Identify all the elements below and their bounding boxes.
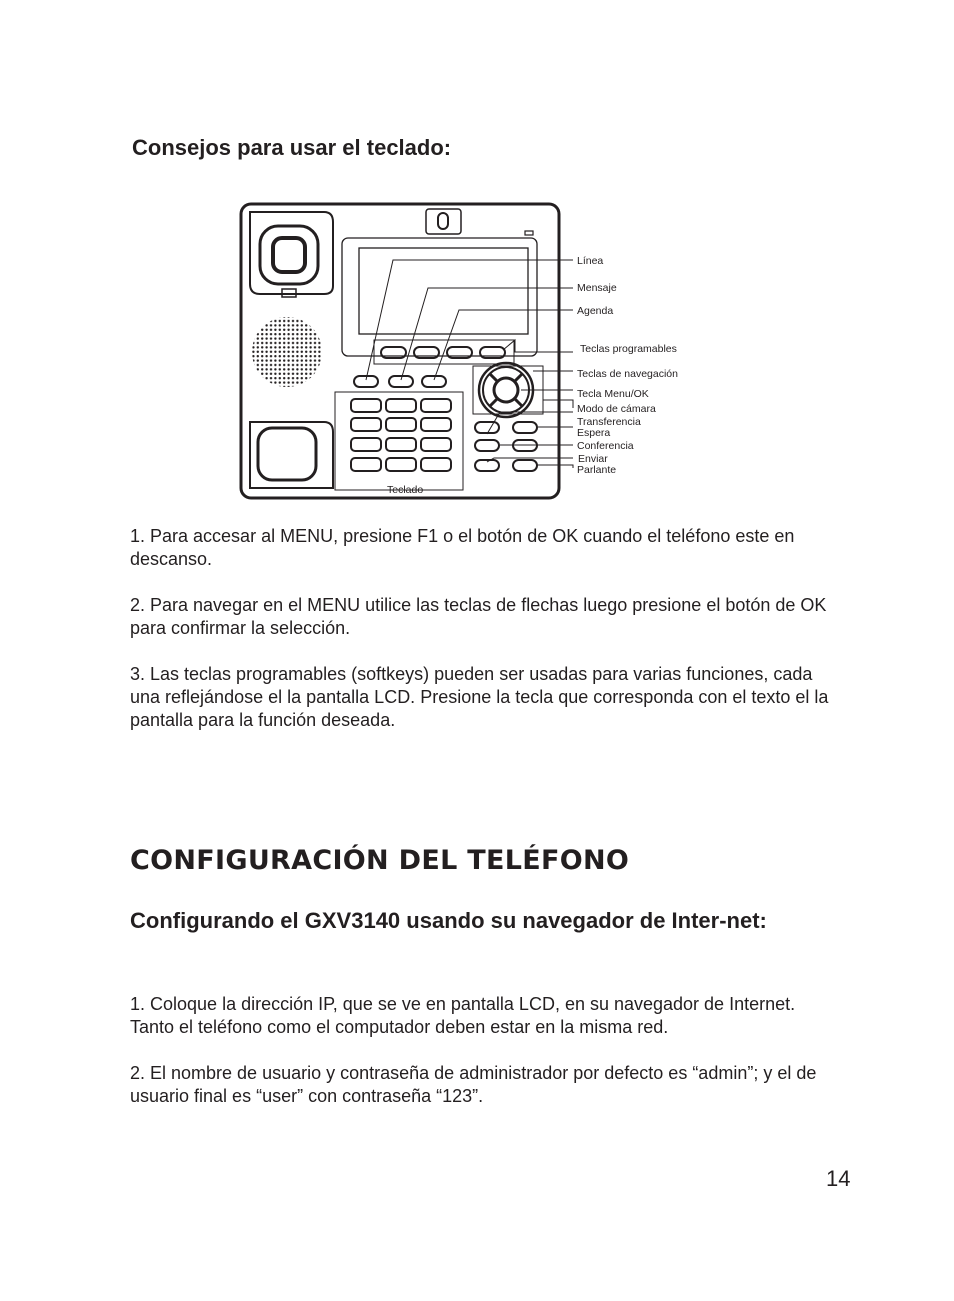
label-parlante: Parlante (577, 464, 617, 476)
label-teclas-navegacion: Teclas de navegación (577, 368, 678, 380)
configuration-title: CONFIGURACIÓN DEL TELÉFONO (130, 845, 630, 876)
tip-paragraph-1: 1. Para accesar al MENU, presione F1 o el botón de OK cuando el teléfono este en descanso. (130, 526, 795, 569)
config-paragraph-1: 1. Coloque la dirección IP, que se ve en pantalla LCD, en su navegador de Internet. Tanto el teléfono como el computador deben estar en la misma red. (130, 994, 796, 1037)
label-espera: Espera (577, 427, 611, 439)
label-modo-camara: Modo de cámara (577, 403, 656, 415)
label-agenda: Agenda (577, 305, 614, 317)
configuration-subheading: Configurando el GXV3140 usando su navegador de Inter-net: (130, 908, 767, 933)
page-number: 14 (826, 1166, 851, 1191)
label-mensaje: Mensaje (577, 282, 617, 294)
label-linea: Línea (577, 255, 604, 267)
phone-body (241, 204, 559, 498)
tip-paragraph-2: 2. Para navegar en el MENU utilice las teclas de flechas luego presione el botón de OK para confirmar la selección. (130, 595, 827, 638)
label-teclado: Teclado (387, 484, 424, 496)
label-transferencia: Transferencia (577, 416, 641, 428)
label-tecla-menu-ok: Tecla Menu/OK (577, 388, 649, 400)
label-teclas-programables: Teclas programables (580, 343, 677, 355)
label-conferencia: Conferencia (577, 440, 634, 452)
phone-keypad-diagram (238, 200, 688, 500)
keypad-tips-heading: Consejos para usar el teclado: (132, 135, 452, 160)
tip-paragraph-3: 3. Las teclas programables (softkeys) pueden ser usadas para varias funciones, cada una reflejándose el la pantalla LCD. Presione la tecla que corresponda con el texto el la pantalla para la función deseada. (130, 664, 829, 730)
label-enviar: Enviar (578, 453, 608, 465)
config-paragraph-2: 2. El nombre de usuario y contraseña de administrador por defecto es “admin”; y el de usuario final es “user” con contraseña “123”. (130, 1063, 817, 1106)
